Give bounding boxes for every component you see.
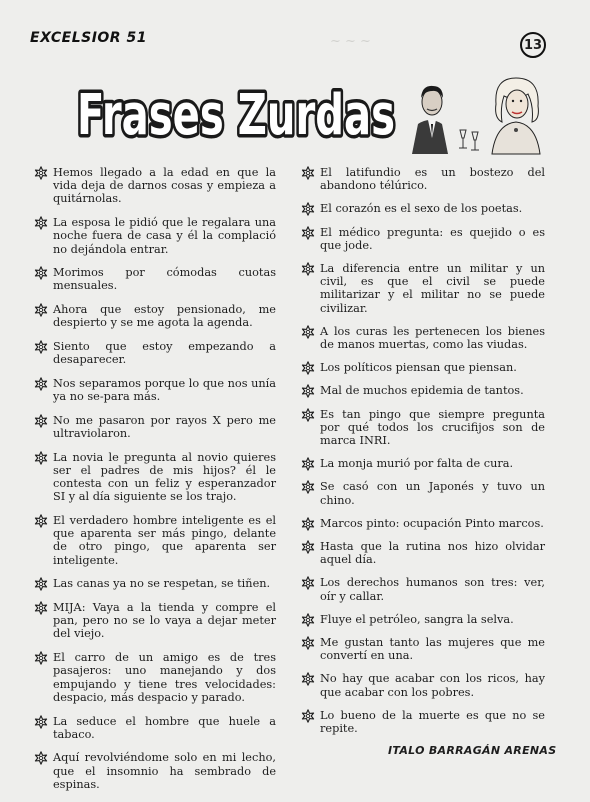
phrase-text: La monja murió por falta de cura.: [320, 457, 514, 471]
phrase-item: [301, 361, 545, 374]
phrase-item: [301, 408, 545, 448]
phrase-text: Hasta que la rutina nos hizo olvidar aquel día.: [320, 540, 545, 567]
star-bullet-icon: [301, 361, 315, 375]
star-bullet-icon: [301, 517, 315, 531]
phrase-item: [34, 377, 276, 403]
woman-figure: [492, 78, 540, 154]
phrase-item: [301, 262, 545, 315]
star-bullet-icon: [34, 715, 48, 729]
star-bullet-icon: [301, 226, 315, 240]
phrase-text: Nos separamos porque lo que nos unía ya no se-para más.: [53, 376, 276, 404]
phrase-text: Marcos pinto: ocupación Pinto marcos.: [320, 516, 544, 530]
phrase-text: El corazón es el sexo de los poetas.: [320, 202, 523, 216]
phrase-item: [301, 613, 545, 626]
phrase-item: [301, 540, 545, 566]
phrase-item: [301, 672, 545, 698]
phrase-item: [34, 715, 276, 741]
page-number-text: 13: [523, 37, 543, 53]
right-column: [301, 166, 545, 745]
phrase-item: [301, 480, 545, 506]
phrase-text: Me gustan tanto las mujeres que me convertí en una.: [320, 636, 545, 663]
star-bullet-icon: [34, 514, 48, 528]
phrase-text: La novia le pregunta al novio quieres ser el padres de mis hijos? él le contesta con un feliz y esperanzador SI y al día siguiente se los trajo.: [53, 450, 276, 504]
phrase-text: Los políticos piensan que piensan.: [320, 361, 517, 375]
phrase-item: [301, 709, 545, 735]
phrase-item: [301, 325, 545, 351]
phrase-item: [34, 451, 276, 504]
star-bullet-icon: [34, 451, 48, 465]
phrase-item: [34, 216, 276, 256]
phrase-item: [34, 303, 276, 329]
phrase-text: Las canas ya no se respetan, se tiñen.: [53, 577, 271, 591]
phrase-text: Morimos por cómodas cuotas mensuales.: [53, 266, 276, 293]
phrase-text: A los curas les pertenecen los bienes de manos muertas, como las viudas.: [320, 324, 545, 352]
star-bullet-icon: [301, 540, 315, 554]
phrase-item: [301, 636, 545, 662]
star-bullet-icon: [34, 414, 48, 428]
phrase-item: [301, 226, 545, 252]
phrase-item: [34, 577, 276, 590]
star-bullet-icon: [301, 408, 315, 422]
star-bullet-icon: [301, 709, 315, 723]
show-through-text: ~ ~ ~: [330, 34, 371, 49]
star-bullet-icon: [301, 262, 315, 276]
star-bullet-icon: [34, 601, 48, 615]
phrase-text: El verdadero hombre inteligente es el que aparenta ser más pingo, delante de otro pingo, que aparenta ser inteligente.: [53, 514, 276, 567]
page-number: [520, 32, 546, 58]
phrase-text: Mal de muchos epidemia de tantos.: [320, 384, 524, 398]
phrase-text: Ahora que estoy pensionado, me despierto y se me agota la agenda.: [53, 303, 276, 330]
phrase-item: [301, 576, 545, 602]
star-bullet-icon: [34, 651, 48, 665]
phrase-item: [34, 601, 276, 641]
star-bullet-icon: [34, 577, 48, 591]
star-bullet-icon: [301, 166, 315, 180]
phrase-item: [34, 166, 276, 206]
phrase-text: La esposa le pidió que le regalara una noche fuera de casa y él la complació no dejándola entrar.: [53, 216, 276, 256]
star-bullet-icon: [301, 672, 315, 686]
phrase-item: [301, 166, 545, 192]
phrase-text: El médico pregunta: es quejido o es que jode.: [320, 225, 545, 252]
phrase-text: No hay que acabar con los ricos, hay que acabar con los pobres.: [320, 672, 545, 699]
star-bullet-icon: [34, 216, 48, 230]
phrase-item: [34, 514, 276, 567]
phrase-text: Siento que estoy empezando a desaparecer.: [53, 340, 276, 367]
publication-name: EXCELSIOR 51: [30, 30, 147, 46]
phrase-text: El carro de un amigo es de tres pasajeros: uno manejando y dos empujando y tiene tres velocidades: despacio, más despacio y parado.: [53, 651, 276, 704]
star-bullet-icon: [34, 166, 48, 180]
phrase-item: [301, 202, 545, 215]
star-bullet-icon: [34, 377, 48, 391]
star-bullet-icon: [34, 303, 48, 317]
phrase-item: [34, 340, 276, 366]
star-bullet-icon: [301, 480, 315, 494]
phrase-item: [34, 751, 276, 791]
phrase-item: [34, 266, 276, 292]
left-column: [34, 166, 276, 802]
phrase-item: [301, 457, 545, 470]
phrase-item: [34, 651, 276, 704]
star-bullet-icon: [301, 457, 315, 471]
star-bullet-icon: [34, 266, 48, 280]
man-figure: [412, 86, 448, 154]
wine-glasses: [459, 130, 479, 150]
phrase-item: [34, 414, 276, 440]
phrase-text: Se casó con un Japonés y tuvo un chino.: [320, 480, 545, 507]
star-bullet-icon: [301, 636, 315, 650]
phrase-text: Aquí revolviéndome solo en mi lecho, que el insomnio ha sembrado de espinas.: [53, 751, 276, 791]
author-signature: ITALO BARRAGÁN ARENAS: [388, 744, 557, 757]
title-banner: [72, 80, 400, 146]
star-bullet-icon: [301, 613, 315, 627]
phrase-item: [301, 517, 545, 530]
star-bullet-icon: [301, 384, 315, 398]
phrase-text: La seduce el hombre que huele a tabaco.: [53, 714, 276, 741]
page-title: Frases Zurdas: [77, 83, 395, 148]
phrase-text: Los derechos humanos son tres: ver, oír y callar.: [320, 576, 545, 603]
star-bullet-icon: [301, 202, 315, 216]
phrase-text: El latifundio es un bostezo del abandono télúrico.: [320, 166, 545, 193]
phrase-text: Lo bueno de la muerte es que no se repite.: [320, 708, 545, 736]
phrase-text: No me pasaron por rayos X pero me ultraviolaron.: [53, 413, 276, 441]
phrase-item: [301, 384, 545, 397]
phrase-text: Hemos llegado a la edad en que la vida deja de darnos cosas y empieza a quitárnolas.: [53, 166, 276, 206]
phrase-text: MIJA: Vaya a la tienda y compre el pan, pero no se lo vaya a dejar meter del viejo.: [53, 601, 276, 641]
star-bullet-icon: [301, 325, 315, 339]
star-bullet-icon: [301, 576, 315, 590]
star-bullet-icon: [34, 340, 48, 354]
couple-illustration: [408, 72, 558, 154]
star-bullet-icon: [34, 751, 48, 765]
phrase-text: La diferencia entre un militar y un civil, es que el civil se puede militarizar y el militar no se puede civilizar.: [320, 262, 545, 315]
phrase-text: Fluye el petróleo, sangra la selva.: [320, 612, 514, 626]
phrase-text: Es tan pingo que siempre pregunta por qué todos los crucifijos son de marca INRI.: [320, 407, 545, 448]
